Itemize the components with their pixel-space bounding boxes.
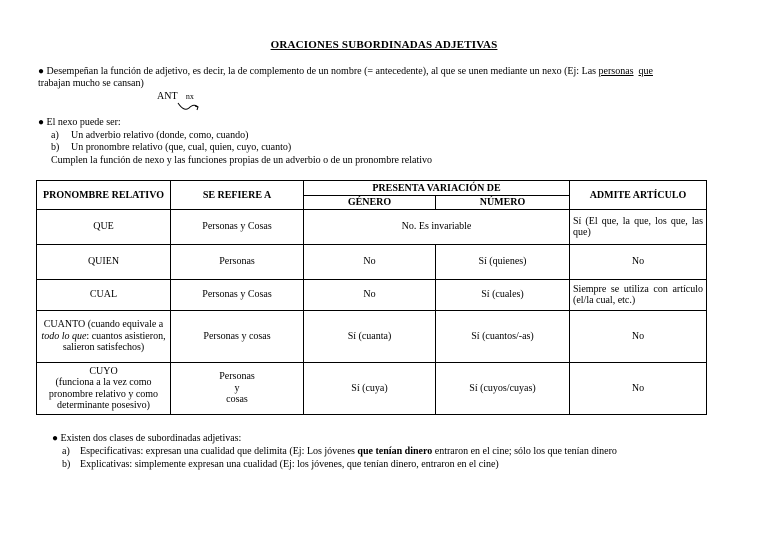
- table-row: QUIEN Personas No Sí (quienes) No: [37, 245, 707, 280]
- list-item: b) Un pronombre relativo (que, cual, quien, cuyo, cuanto): [51, 142, 292, 153]
- table-row: QUE Personas y Cosas No. Es invariable Sí (El que, la que, los que, las que): [37, 210, 707, 245]
- list-item: a) Especificativas: expresan una cualidad que delimita (Ej: Los jóvenes que tenían dinero entraron en el cine; sólo los que tenían dinero: [62, 446, 617, 457]
- header-articulo: ADMITE ARTÍCULO: [570, 181, 707, 210]
- page-title: ORACIONES SUBORDINADAS ADJETIVAS: [270, 39, 498, 51]
- intro-text-cont: trabajan mucho se cansan): [38, 78, 144, 89]
- ant-text: ANT: [157, 91, 178, 102]
- table-row: CUAL Personas y Cosas No Sí (cuales) Siempre se utiliza con artículo (el/la cual, etc.): [37, 280, 707, 311]
- list-item: b) Explicativas: simplemente expresan una cualidad (Ej: los jóvenes, que tenían dinero, entraron en el cine): [62, 459, 499, 470]
- nx-text: nx: [185, 92, 194, 101]
- header-numero: NÚMERO: [436, 196, 570, 210]
- example-antecedent: personas: [598, 66, 634, 77]
- header-pronombre: PRONOMBRE RELATIVO: [37, 181, 171, 210]
- example-nexo: que: [638, 66, 653, 77]
- table-row: CUYO (funciona a la vez como pronombre relativo y como determinante posesivo) Personas y cosas Sí (cuya) Sí (cuyos/cuyas) No: [37, 363, 707, 415]
- curved-arrow-icon: [176, 100, 202, 114]
- bullet: ●: [38, 66, 45, 77]
- nexo-heading: El nexo puede ser:: [46, 117, 121, 128]
- relatives-table: [36, 180, 707, 415]
- list-item: a) Un adverbio relativo (donde, como, cuando): [51, 129, 249, 141]
- intro-text: Desempeñan la función de adjetivo, es decir, la de complemento de un nombre (= antecedente), al que se unen mediante un nexo (Ej: Las: [46, 66, 597, 77]
- header-variacion: PRESENTA VARIACIÓN DE: [304, 181, 570, 196]
- nexo-section: [38, 117, 432, 167]
- intro-paragraph: [38, 66, 738, 90]
- bullet: ●: [38, 117, 45, 128]
- clases-section: [52, 432, 617, 471]
- bullet: ●: [52, 433, 59, 444]
- nexo-note: Cumplen la función de nexo y las funciones propias de un adverbio o de un pronombre relativo: [51, 154, 433, 166]
- header-genero: GÉNERO: [304, 196, 436, 210]
- clases-heading: Existen dos clases de subordinadas adjetivas:: [60, 433, 242, 444]
- header-refiere: SE REFIERE A: [171, 181, 304, 210]
- table-row: CUANTO (cuando equivale a todo lo que: cuantos asistieron, salieron satisfechos) Personas y cosas Sí (cuanta) Sí (cuantos/-as) No: [37, 311, 707, 363]
